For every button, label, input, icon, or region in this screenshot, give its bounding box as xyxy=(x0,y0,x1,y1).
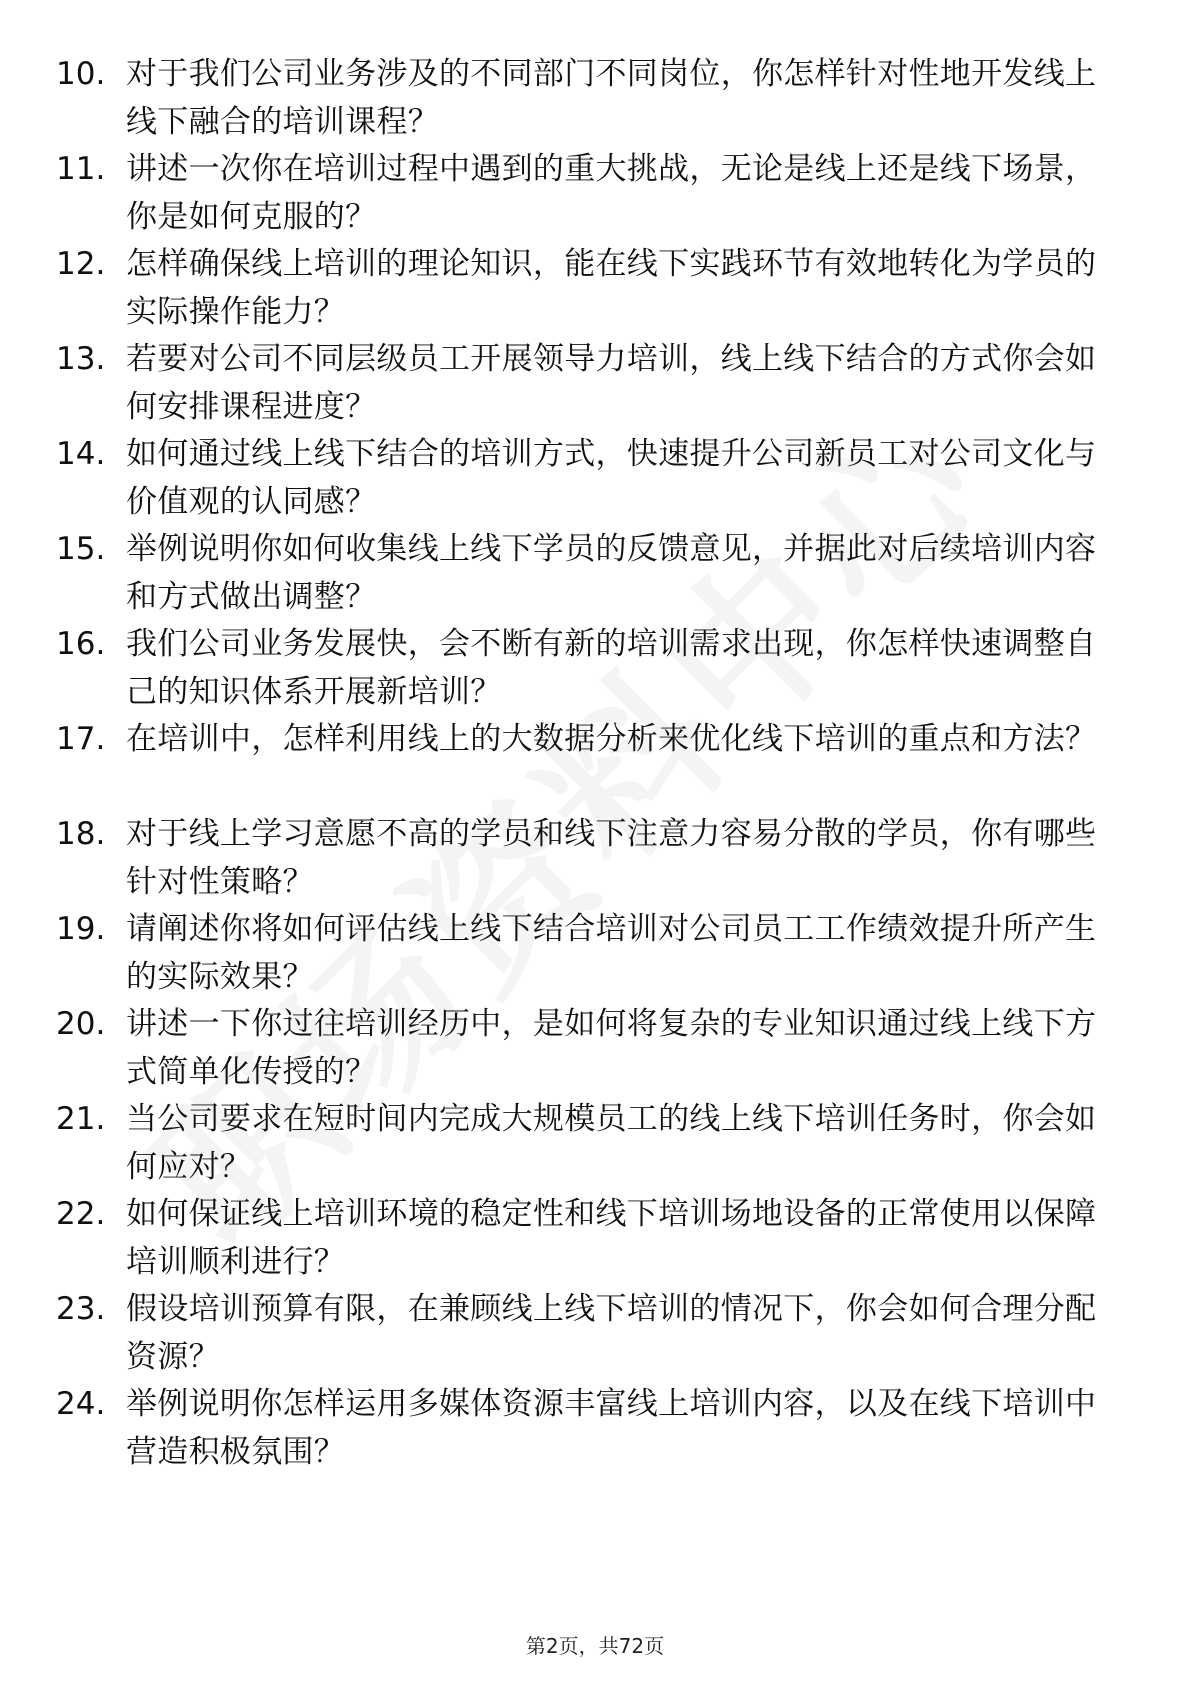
question-text: 举例说明你如何收集线上线下学员的反馈意见，并据此对后续培训内容和方式做出调整？ xyxy=(126,531,1097,615)
question-number: 18. xyxy=(56,816,106,852)
question-item xyxy=(0,1095,1190,1205)
question-number: 17. xyxy=(56,721,106,757)
question-number: 11. xyxy=(56,151,106,187)
question-number: 23. xyxy=(56,1291,106,1327)
question-text: 如何通过线上线下结合的培训方式，快速提升公司新员工对公司文化与价值观的认同感？ xyxy=(126,436,1097,520)
question-text: 对于我们公司业务涉及的不同部门不同岗位，你怎样针对性地开发线上线下融合的培训课程？ xyxy=(126,56,1097,140)
question-number: 13. xyxy=(56,341,106,377)
question-item xyxy=(0,715,1190,825)
question-item xyxy=(0,1380,1190,1490)
question-text: 对于线上学习意愿不高的学员和线下注意力容易分散的学员，你有哪些针对性策略？ xyxy=(126,816,1097,900)
question-number: 16. xyxy=(56,626,106,662)
question-item xyxy=(0,50,1190,160)
page-footer: 第2页，共72页 xyxy=(525,1634,665,1658)
question-text: 讲述一次你在培训过程中遇到的重大挑战，无论是线上还是线下场景，你是如何克服的？ xyxy=(126,151,1097,235)
question-item xyxy=(0,240,1190,350)
question-item xyxy=(0,430,1190,540)
question-item xyxy=(0,1285,1190,1395)
question-item xyxy=(0,810,1190,920)
question-text: 若要对公司不同层级员工开展领导力培训，线上线下结合的方式你会如何安排课程进度？ xyxy=(126,341,1097,425)
question-text: 假设培训预算有限，在兼顾线上线下培训的情况下，你会如何合理分配资源？ xyxy=(126,1291,1097,1375)
question-item xyxy=(0,905,1190,1015)
question-item xyxy=(0,620,1190,730)
question-text: 在培训中，怎样利用线上的大数据分析来优化线下培训的重点和方法？ xyxy=(126,721,1097,757)
question-item xyxy=(0,1000,1190,1110)
question-text: 讲述一下你过往培训经历中，是如何将复杂的专业知识通过线上线下方式简单化传授的？ xyxy=(126,1006,1097,1090)
question-number: 15. xyxy=(56,531,106,567)
question-text: 请阐述你将如何评估线上线下结合培训对公司员工工作绩效提升所产生的实际效果？ xyxy=(126,911,1097,995)
question-item xyxy=(0,145,1190,255)
question-item xyxy=(0,335,1190,445)
question-item xyxy=(0,525,1190,635)
question-text: 举例说明你怎样运用多媒体资源丰富线上培训内容，以及在线下培训中营造积极氛围？ xyxy=(126,1386,1097,1470)
question-number: 14. xyxy=(56,436,106,472)
question-item xyxy=(0,1190,1190,1300)
question-number: 22. xyxy=(56,1196,106,1232)
question-number: 19. xyxy=(56,911,106,947)
question-number: 24. xyxy=(56,1386,106,1422)
question-text: 当公司要求在短时间内完成大规模员工的线上线下培训任务时，你会如何应对？ xyxy=(126,1101,1097,1185)
question-number: 21. xyxy=(56,1101,106,1137)
question-text: 我们公司业务发展快，会不断有新的培训需求出现，你怎样快速调整自己的知识体系开展新培训？ xyxy=(126,626,1097,710)
question-text: 怎样确保线上培训的理论知识，能在线下实践环节有效地转化为学员的实际操作能力？ xyxy=(126,246,1097,330)
question-text: 如何保证线上培训环境的稳定性和线下培训场地设备的正常使用以保障培训顺利进行？ xyxy=(126,1196,1097,1280)
question-number: 10. xyxy=(56,56,106,92)
question-number: 20. xyxy=(56,1006,106,1042)
question-number: 12. xyxy=(56,246,106,282)
